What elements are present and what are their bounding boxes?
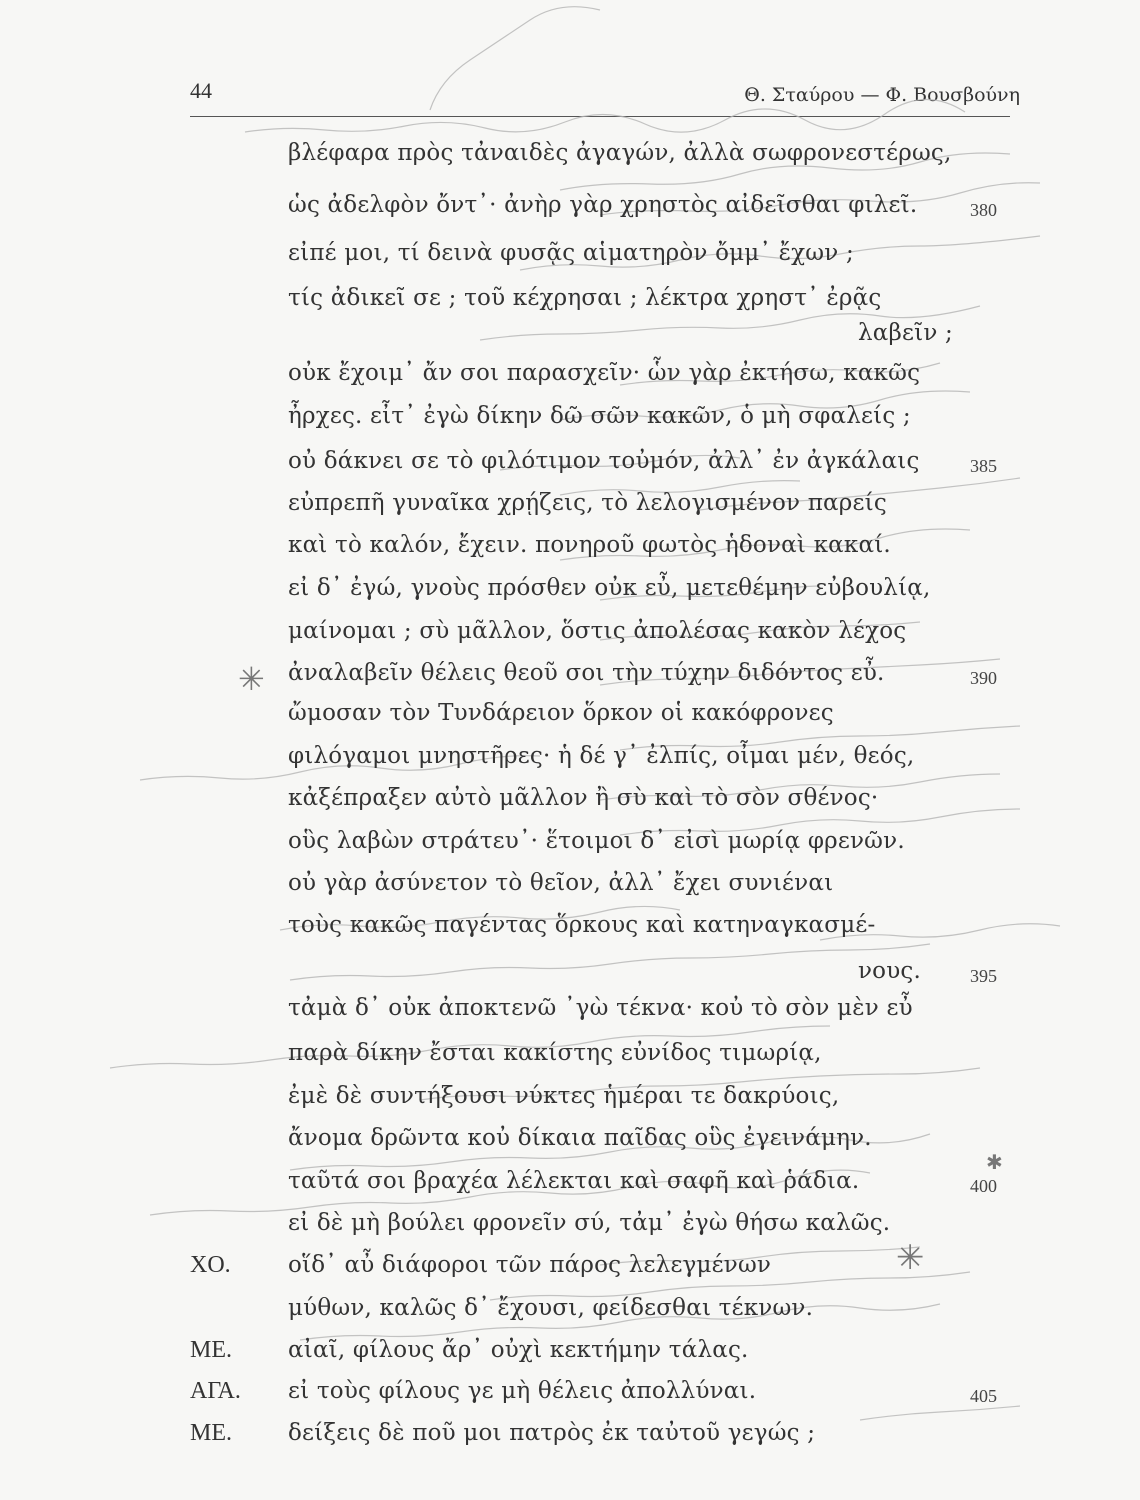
verse-text: εἰ δὲ μὴ βούλει φρονεῖν σύ, τἀμ᾽ ἐγὼ θήσω καλῶς. xyxy=(288,1210,891,1236)
verse-text: εἰ δ᾽ ἐγώ, γνοὺς πρόσθεν οὐκ εὖ, μετεθέμην εὐβουλίᾳ, xyxy=(288,575,931,601)
verse-text: εὐπρεπῆ γυναῖκα χρῄζεις, τὸ λελογισμένον παρείς xyxy=(288,490,887,516)
verse-text: νους. xyxy=(858,958,922,984)
speaker-label: ΜΕ. xyxy=(190,1420,232,1446)
verse-text: οὐ γὰρ ἀσύνετον τὸ θεῖον, ἀλλ᾽ ἔχει συνιέναι xyxy=(288,870,834,896)
running-head: Θ. Σταύρου — Φ. Βουσβούνη xyxy=(744,84,1020,106)
line-number: 380 xyxy=(970,200,997,220)
speaker-label: ΑΓΑ. xyxy=(190,1378,241,1404)
page-header xyxy=(190,78,1020,118)
verse-text: ἀναλαβεῖν θέλεις θεοῦ σοι τὴν τύχην διδόντος εὖ. xyxy=(288,660,885,686)
page-number: 44 xyxy=(190,78,212,103)
verse-text: τοὺς κακῶς παγέντας ὅρκους καὶ κατηναγκασμέ- xyxy=(288,912,876,938)
verse-text: μαίνομαι ; σὺ μᾶλλον, ὅστις ἀπολέσας κακὸν λέχος xyxy=(288,618,907,644)
verse-text: ἦρχες. εἶτ᾽ ἐγὼ δίκην δῶ σῶν κακῶν, ὁ μὴ σφαλείς ; xyxy=(288,403,911,429)
verse-text: οὐ δάκνει σε τὸ φιλότιμον τοὐμόν, ἀλλ᾽ ἐν ἀγκάλαις xyxy=(288,448,920,474)
verse-text: τἀμὰ δ᾽ οὐκ ἀποκτενῶ ᾽γὼ τέκνα· κοὐ τὸ σὸν μὲν εὖ xyxy=(288,995,913,1021)
speaker-label: ΧΟ. xyxy=(190,1252,231,1278)
verse-text: κἀξέπραξεν αὐτὸ μᾶλλον ἢ σὺ καὶ τὸ σὸν σθένος· xyxy=(288,785,879,811)
line-number: 405 xyxy=(970,1386,997,1406)
line-number: 385 xyxy=(970,456,997,476)
line-number: 395 xyxy=(970,966,997,986)
verse-text: εἰ τοὺς φίλους γε μὴ θέλεις ἀπολλύναι. xyxy=(288,1378,757,1404)
verse-text: οὐκ ἔχοιμ᾽ ἄν σοι παρασχεῖν· ὧν γὰρ ἐκτήσω, κακῶς xyxy=(288,360,921,386)
verse-text: φιλόγαμοι μνηστῆρες· ἡ δέ γ᾽ ἐλπίς, οἶμαι μέν, θεός, xyxy=(288,743,915,769)
verse-text: παρὰ δίκην ἔσται κακίστης εὐνίδος τιμωρίᾳ, xyxy=(288,1040,822,1066)
line-number: 390 xyxy=(970,668,997,688)
verse-text: οὓς λαβὼν στράτευ᾽· ἕτοιμοι δ᾽ εἰσὶ μωρίᾳ φρενῶν. xyxy=(288,828,905,854)
asterisk-mark-small: ✱ xyxy=(986,1150,1003,1174)
verse-text: λαβεῖν ; xyxy=(858,320,953,346)
verse-text: οἵδ᾽ αὖ διάφοροι τῶν πάρος λελεγμένων xyxy=(288,1252,772,1278)
verse-text: μύθων, καλῶς δ᾽ ἔχουσι, φείδεσθαι τέκνων. xyxy=(288,1295,814,1321)
verse-text: αἰαῖ, φίλους ἄρ᾽ οὐχὶ κεκτήμην τάλας. xyxy=(288,1337,749,1363)
verse-text: καὶ τὸ καλόν, ἔχειν. πονηροῦ φωτὸς ἡδοναὶ κακαί. xyxy=(288,532,891,558)
asterisk-mark-left: ✳ xyxy=(238,660,265,698)
verse-text: βλέφαρα πρὸς τἀναιδὲς ἀγαγών, ἀλλὰ σωφρονεστέρως, xyxy=(288,140,952,166)
verse-text: ὡς ἀδελφὸν ὄντ᾽· ἀνὴρ γὰρ χρηστὸς αἰδεῖσθαι φιλεῖ. xyxy=(288,192,918,218)
asterisk-mark-right: ✳ xyxy=(896,1238,925,1278)
line-number: 400 xyxy=(970,1176,997,1196)
verse-text: δείξεις δὲ ποῦ μοι πατρὸς ἐκ ταὐτοῦ γεγώς ; xyxy=(288,1420,816,1446)
speaker-label: ΜΕ. xyxy=(190,1337,232,1363)
verse-text: τίς ἀδικεῖ σε ; τοῦ κέχρησαι ; λέκτρα χρηστ᾽ ἐρᾷς xyxy=(288,285,882,311)
verse-text: ἄνομα δρῶντα κοὐ δίκαια παῖδας οὓς ἐγεινάμην. xyxy=(288,1125,872,1151)
header-rule xyxy=(190,116,1010,117)
verse-text: ταῦτά σοι βραχέα λέλεκται καὶ σαφῆ καὶ ῥάδια. xyxy=(288,1168,860,1194)
verse-text: ἐμὲ δὲ συντήξουσι νύκτες ἡμέραι τε δακρύοις, xyxy=(288,1083,840,1109)
verse-text: εἰπέ μοι, τί δεινὰ φυσᾷς αἱματηρὸν ὄμμ᾽ ἔχων ; xyxy=(288,240,854,266)
verse-text: ὤμοσαν τὸν Τυνδάρειον ὅρκον οἱ κακόφρονες xyxy=(288,700,834,726)
